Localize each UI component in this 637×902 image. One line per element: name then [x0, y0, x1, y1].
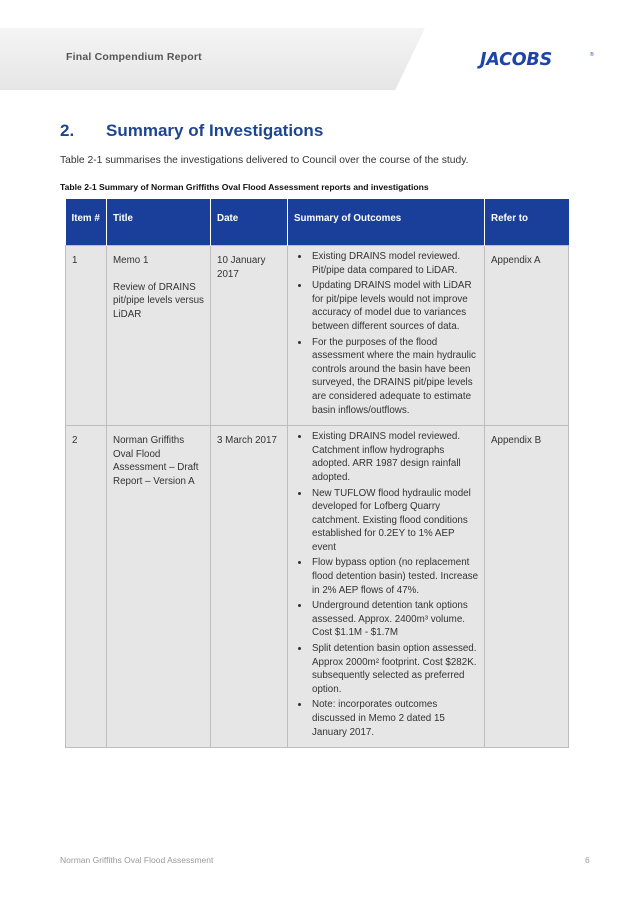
outcome-item: • For the purposes of the flood assessment where the main hydraulic controls around the basin have been surveyed, the DRAINS pit/pipe levels are considered adequate to estimate basin inflows/outflows.: [310, 336, 480, 418]
outcome-item: • Underground detention tank options assessed. Approx. 2400m³ volume. Cost $1.1M - $1.7M: [310, 599, 480, 640]
investigations-table: [65, 199, 569, 748]
cell-date: 3 March 2017: [211, 426, 288, 748]
page-number: 6: [585, 855, 590, 865]
outcome-item: • Existing DRAINS model reviewed. Catchment inflow hydrographs adopted. ARR 1987 design rainfall adopted.: [310, 430, 480, 484]
cell-refer: Appendix B: [485, 426, 569, 748]
cell-item: 1: [66, 246, 107, 426]
outcome-item: • New TUFLOW flood hydraulic model developed for Lofberg Quarry catchment. Existing flood conditions established for 0.2EY to 1% AEP event: [310, 487, 480, 555]
cell-item: 2: [66, 426, 107, 748]
outcome-item: • Existing DRAINS model reviewed. Pit/pipe data compared to LiDAR.: [310, 250, 480, 277]
header-date: Date: [211, 199, 288, 246]
cell-outcomes: [288, 246, 485, 426]
header-title: Title: [107, 199, 211, 246]
jacobs-logo: JACOBS: [480, 50, 552, 70]
cell-date: 10 January 2017: [211, 246, 288, 426]
header-summary: Summary of Outcomes: [288, 199, 485, 246]
section-number: 2.: [60, 121, 75, 140]
cell-title: [107, 246, 211, 426]
cell-refer: Appendix A: [485, 246, 569, 426]
memo-subtitle: Review of DRAINS pit/pipe levels versus LiDAR: [113, 281, 204, 320]
outcome-item: • Split detention basin option assessed. Approx 2000m² footprint. Cost $282K. subsequently selected as preferred option.: [310, 642, 480, 696]
footer-document-name: Norman Griffiths Oval Flood Assessment: [60, 855, 214, 865]
outcome-item: • Note: incorporates outcomes discussed in Memo 2 dated 15 January 2017.: [310, 698, 480, 739]
header-item: Item #: [66, 199, 107, 246]
section-title: Summary of Investigations: [106, 121, 324, 140]
table-header-row: [66, 199, 569, 246]
header-refer: Refer to: [485, 199, 569, 246]
table-row: [66, 426, 569, 748]
header-band: [0, 28, 425, 90]
outcome-item: • Updating DRAINS model with LiDAR for pit/pipe levels would not improve accuracy of model due to variances between different sources of data.: [310, 279, 480, 333]
report-title: Final Compendium Report: [66, 51, 202, 63]
cell-outcomes: [288, 426, 485, 748]
outcome-item: • Flow bypass option (no replacement flood detention basin) tested. Increase in 2% AEP flows of 47%.: [310, 556, 480, 597]
table-row: [66, 246, 569, 426]
cell-title: Norman Griffiths Oval Flood Assessment – Draft Report – Version A: [107, 426, 211, 748]
table-caption: Table 2-1 Summary of Norman Griffiths Oval Flood Assessment reports and investigations: [60, 182, 429, 192]
intro-paragraph: Table 2-1 summarises the investigations delivered to Council over the course of the study.: [60, 155, 469, 166]
registered-mark: ®: [590, 52, 594, 58]
section-heading: [60, 121, 323, 141]
memo-title: Memo 1: [113, 255, 149, 266]
